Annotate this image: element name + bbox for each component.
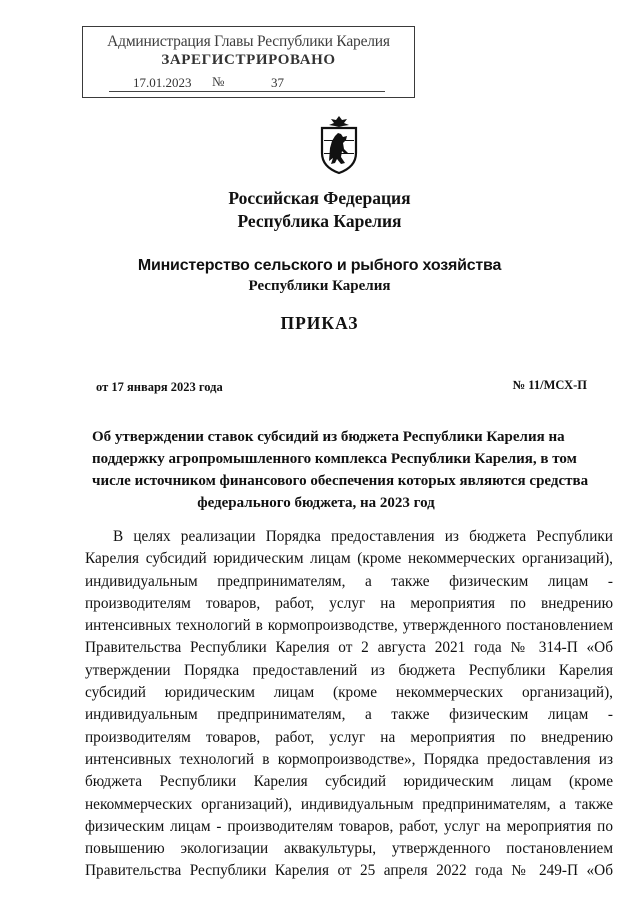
body-line: повышению экологизации аквакультуры, утвержденного постановлением — [85, 840, 613, 858]
registration-stamp — [82, 26, 415, 98]
body-line: физическим лицам - производителям товаров, работ, услуг на мероприятия по — [85, 817, 613, 835]
document-type: ПРИКАЗ — [280, 313, 359, 333]
title-line: поддержку агропромышленного комплекса Республики Карелия, в том — [92, 451, 577, 467]
document-body — [85, 526, 613, 883]
stamp-organization: Администрация Главы Республики Карелия — [107, 33, 390, 50]
stamp-status: ЗАРЕГИСТРИРОВАНО — [161, 52, 336, 68]
order-number: № 11/МСХ-П — [512, 378, 587, 392]
body-line: Правительства Республики Карелия от 2 августа 2021 года № 314-П «Об — [85, 639, 613, 657]
stamp-date: 17.01.2023 — [133, 75, 192, 90]
body-line: В целях реализации Порядка предоставления из бюджета Республики — [113, 528, 613, 545]
header-ministry: Министерство сельского и рыбного хозяйства — [137, 257, 502, 274]
body-line: субсидий юридическим лицам (кроме некоммерческих организаций), — [85, 684, 613, 702]
body-line: индивидуальным предпринимателям, а также физическим лицам - — [85, 706, 613, 724]
stamp-number-label: № — [212, 74, 225, 89]
header-country: Российская Федерация — [228, 188, 411, 208]
body-line: бюджета Республики Карелия субсидий юридическим лицам (кроме — [85, 773, 613, 791]
body-line: индивидуальным предпринимателям, а также физическим лицам - — [85, 572, 613, 590]
title-line: Об утверждении ставок субсидий из бюджета Республики Карелия на — [92, 429, 565, 445]
body-line: производителям товаров, работ, услуг на мероприятия по внедрению — [85, 728, 613, 746]
body-line: Карелия субсидий юридическим лицам (кроме некоммерческих организаций), — [85, 550, 613, 568]
order-date: от 17 января 2023 года — [96, 380, 223, 394]
body-line: утверждении Порядка предоставлений из бюджета Республики Карелия — [85, 661, 613, 679]
header-ministry-region: Республики Карелия — [248, 278, 391, 294]
body-line: интенсивных технологий в кормопроизводстве», Порядка предоставления из — [85, 750, 613, 768]
stamp-registration-line — [109, 75, 385, 92]
header-region: Республика Карелия — [237, 211, 402, 231]
body-line: Правительства Республики Карелия от 25 апреля 2022 года № 249-П «Об — [85, 862, 613, 880]
body-line: интенсивных технологий в кормопроизводстве, утвержденного постановлением — [85, 617, 613, 635]
stamp-number: 37 — [271, 75, 284, 90]
body-line: некоммерческих организаций), индивидуальным предпринимателям, а также — [85, 795, 613, 813]
title-line: числе источником финансового обеспечения которых являются средства — [92, 473, 589, 489]
title-line: федерального бюджета, на 2023 год — [197, 495, 435, 511]
karelia-coat-of-arms-icon — [314, 115, 364, 175]
body-line: производителям товаров, работ, услуг на мероприятия по внедрению — [85, 594, 613, 612]
document-title — [92, 426, 589, 514]
